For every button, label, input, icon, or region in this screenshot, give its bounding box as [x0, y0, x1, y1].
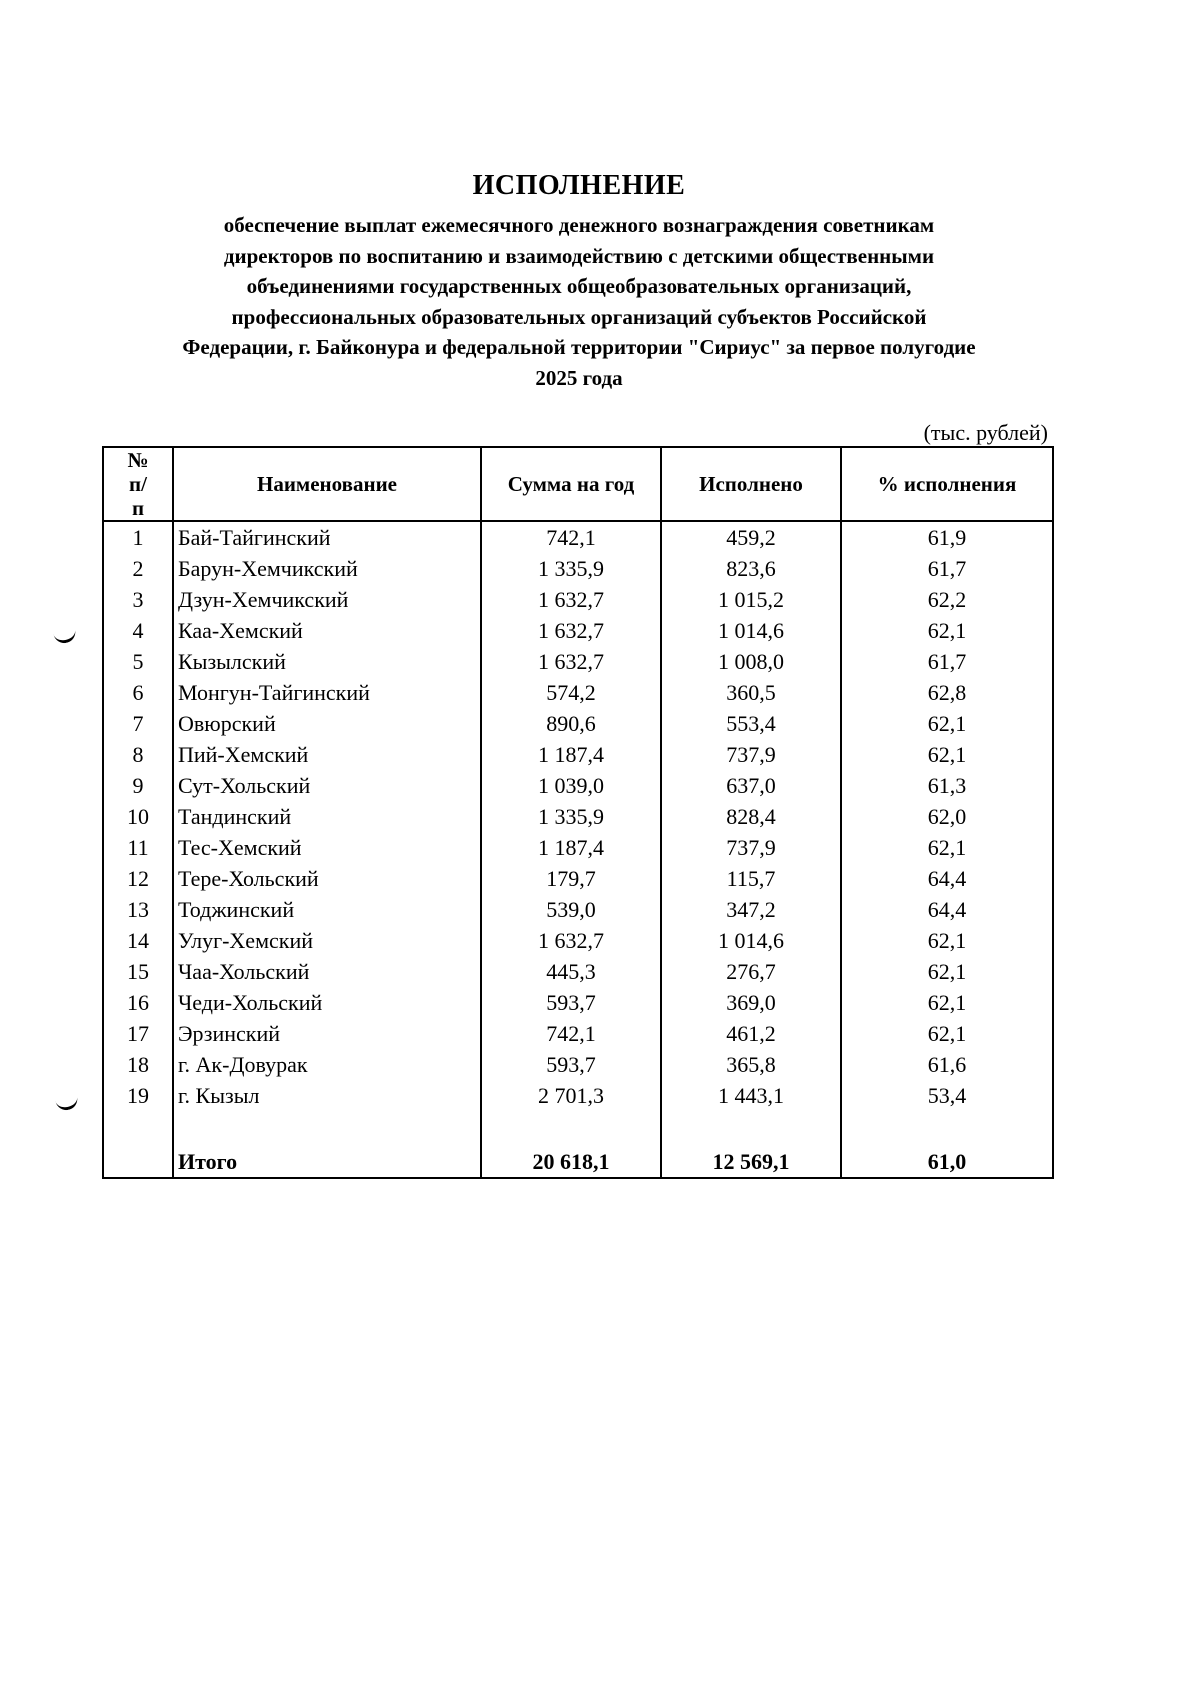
cell-executed: 553,4 — [661, 708, 841, 739]
subtitle-line: Федерации, г. Байконура и федеральной территории "Сириус" за первое полугодие — [182, 335, 976, 359]
unit-note: (тыс. рублей) — [923, 420, 1048, 445]
cell-percent: 62,1 — [841, 956, 1053, 987]
document-title: ИСПОЛНЕНИЕ — [472, 170, 686, 201]
cell-annual: 1 187,4 — [481, 832, 661, 863]
spacer-cell — [103, 1111, 173, 1145]
subtitle-line: профессиональных образовательных организаций субъектов Российской — [231, 304, 927, 329]
spacer-cell — [841, 1111, 1053, 1145]
subtitle-line: обеспечение выплат ежемесячного денежного вознаграждения советникам — [223, 213, 935, 237]
cell-percent: 62,1 — [841, 739, 1053, 770]
spacer-cell — [173, 1111, 481, 1145]
cell-num: 3 — [103, 584, 173, 615]
header-annual: Сумма на год — [481, 447, 661, 521]
cell-annual: 742,1 — [481, 1018, 661, 1049]
cell-annual: 539,0 — [481, 894, 661, 925]
header-name: Наименование — [173, 447, 481, 521]
cell-num: 9 — [103, 770, 173, 801]
cell-annual: 1 632,7 — [481, 615, 661, 646]
table-row — [103, 708, 1053, 739]
cell-name: Монгун-Тайгинский — [173, 677, 481, 708]
cell-num: 13 — [103, 894, 173, 925]
table-row — [103, 956, 1053, 987]
cell-executed: 461,2 — [661, 1018, 841, 1049]
cell-executed: 1 014,6 — [661, 925, 841, 956]
total-row — [103, 1145, 1053, 1178]
table-row — [103, 894, 1053, 925]
cell-num: 14 — [103, 925, 173, 956]
cell-percent: 64,4 — [841, 863, 1053, 894]
cell-name: Кызылский — [173, 646, 481, 677]
cell-executed: 276,7 — [661, 956, 841, 987]
cell-num: 2 — [103, 553, 173, 584]
header-num-label: № п/п — [127, 448, 149, 520]
cell-num: 10 — [103, 801, 173, 832]
subtitle-line: директоров по воспитанию и взаимодействию с детскими общественными — [223, 243, 935, 268]
cell-executed: 737,9 — [661, 832, 841, 863]
table-row — [103, 1080, 1053, 1111]
cell-annual: 1 039,0 — [481, 770, 661, 801]
cell-percent: 62,1 — [841, 832, 1053, 863]
cell-name: Эрзинский — [173, 1018, 481, 1049]
cell-name: г. Кызыл — [173, 1080, 481, 1111]
table-row — [103, 832, 1053, 863]
cell-annual: 1 632,7 — [481, 646, 661, 677]
table-header-row — [103, 447, 1053, 521]
cell-executed: 1 443,1 — [661, 1080, 841, 1111]
table-row — [103, 863, 1053, 894]
header-executed: Исполнено — [661, 447, 841, 521]
cell-annual: 890,6 — [481, 708, 661, 739]
cell-num: 1 — [103, 521, 173, 553]
total-annual: 20 618,1 — [481, 1145, 661, 1178]
cell-executed: 1 008,0 — [661, 646, 841, 677]
cell-percent: 64,4 — [841, 894, 1053, 925]
scan-mark-icon — [55, 1093, 80, 1112]
cell-num: 12 — [103, 863, 173, 894]
cell-num: 6 — [103, 677, 173, 708]
cell-executed: 365,8 — [661, 1049, 841, 1080]
cell-num: 17 — [103, 1018, 173, 1049]
scan-mark-icon — [53, 626, 78, 645]
table-row — [103, 677, 1053, 708]
cell-name: Барун-Хемчикский — [173, 553, 481, 584]
header-num — [103, 447, 173, 521]
subtitle-line: объединениями государственных общеобразовательных организаций, — [246, 274, 912, 298]
table-row — [103, 521, 1053, 553]
table-row — [103, 584, 1053, 615]
document-subtitle — [100, 210, 1058, 393]
cell-percent: 62,1 — [841, 925, 1053, 956]
cell-num: 5 — [103, 646, 173, 677]
cell-executed: 1 014,6 — [661, 615, 841, 646]
cell-percent: 62,1 — [841, 708, 1053, 739]
cell-percent: 62,8 — [841, 677, 1053, 708]
cell-num: 15 — [103, 956, 173, 987]
cell-name: Тес-Хемский — [173, 832, 481, 863]
header-percent: % исполнения — [841, 447, 1053, 521]
cell-percent: 53,4 — [841, 1080, 1053, 1111]
cell-annual: 574,2 — [481, 677, 661, 708]
cell-num: 8 — [103, 739, 173, 770]
execution-table — [102, 446, 1054, 1179]
cell-name: Улуг-Хемский — [173, 925, 481, 956]
cell-percent: 61,7 — [841, 646, 1053, 677]
cell-annual: 1 632,7 — [481, 925, 661, 956]
cell-annual: 593,7 — [481, 1049, 661, 1080]
cell-name: Тере-Хольский — [173, 863, 481, 894]
total-num-cell — [103, 1145, 173, 1178]
cell-annual: 1 335,9 — [481, 801, 661, 832]
cell-num: 19 — [103, 1080, 173, 1111]
cell-percent: 62,1 — [841, 615, 1053, 646]
cell-percent: 61,9 — [841, 521, 1053, 553]
cell-name: Дзун-Хемчикский — [173, 584, 481, 615]
table-row — [103, 646, 1053, 677]
cell-executed: 459,2 — [661, 521, 841, 553]
cell-annual: 179,7 — [481, 863, 661, 894]
cell-name: Овюрский — [173, 708, 481, 739]
table-row — [103, 770, 1053, 801]
cell-num: 16 — [103, 987, 173, 1018]
spacer-row — [103, 1111, 1053, 1145]
table-row — [103, 925, 1053, 956]
table-row — [103, 739, 1053, 770]
cell-num: 7 — [103, 708, 173, 739]
cell-executed: 828,4 — [661, 801, 841, 832]
table-row — [103, 801, 1053, 832]
cell-name: Тоджинский — [173, 894, 481, 925]
total-label: Итого — [173, 1145, 481, 1178]
cell-percent: 62,1 — [841, 987, 1053, 1018]
cell-executed: 347,2 — [661, 894, 841, 925]
cell-annual: 1 187,4 — [481, 739, 661, 770]
cell-executed: 823,6 — [661, 553, 841, 584]
total-executed: 12 569,1 — [661, 1145, 841, 1178]
cell-annual: 2 701,3 — [481, 1080, 661, 1111]
cell-percent: 61,6 — [841, 1049, 1053, 1080]
cell-name: Чеди-Хольский — [173, 987, 481, 1018]
cell-annual: 1 335,9 — [481, 553, 661, 584]
cell-executed: 637,0 — [661, 770, 841, 801]
table-row — [103, 987, 1053, 1018]
cell-executed: 369,0 — [661, 987, 841, 1018]
spacer-cell — [661, 1111, 841, 1145]
cell-num: 4 — [103, 615, 173, 646]
cell-executed: 737,9 — [661, 739, 841, 770]
cell-name: г. Ак-Довурак — [173, 1049, 481, 1080]
table-row — [103, 1049, 1053, 1080]
cell-executed: 360,5 — [661, 677, 841, 708]
cell-name: Чаа-Хольский — [173, 956, 481, 987]
cell-executed: 115,7 — [661, 863, 841, 894]
spacer-cell — [481, 1111, 661, 1145]
cell-name: Каа-Хемский — [173, 615, 481, 646]
cell-annual: 593,7 — [481, 987, 661, 1018]
cell-percent: 61,7 — [841, 553, 1053, 584]
cell-executed: 1 015,2 — [661, 584, 841, 615]
cell-num: 11 — [103, 832, 173, 863]
cell-annual: 742,1 — [481, 521, 661, 553]
cell-percent: 62,0 — [841, 801, 1053, 832]
cell-name: Тандинский — [173, 801, 481, 832]
total-percent: 61,0 — [841, 1145, 1053, 1178]
cell-percent: 62,2 — [841, 584, 1053, 615]
cell-annual: 1 632,7 — [481, 584, 661, 615]
cell-percent: 61,3 — [841, 770, 1053, 801]
cell-num: 18 — [103, 1049, 173, 1080]
table-row — [103, 615, 1053, 646]
subtitle-line: 2025 года — [535, 365, 623, 390]
table-row — [103, 1018, 1053, 1049]
table-row — [103, 553, 1053, 584]
cell-name: Пий-Хемский — [173, 739, 481, 770]
cell-percent: 62,1 — [841, 1018, 1053, 1049]
cell-name: Бай-Тайгинский — [173, 521, 481, 553]
cell-name: Сут-Хольский — [173, 770, 481, 801]
cell-annual: 445,3 — [481, 956, 661, 987]
